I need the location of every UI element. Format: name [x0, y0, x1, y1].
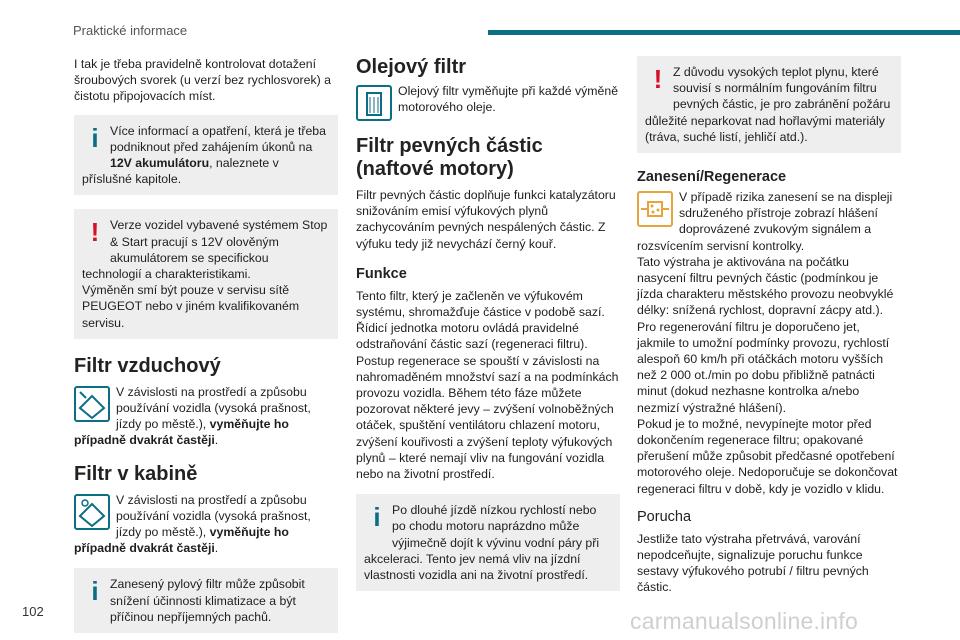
cabin-filter-section: V závislosti na prostředí a způsobu používání vozidla (vysoká prašnost, jízdy po městě.), vyměňujte ho případně dvakrát častěji. — [74, 492, 311, 556]
fault-heading: Porucha — [637, 508, 692, 525]
intro-paragraph: I tak je třeba pravidelně kontrolovat dotažení šroubových svorek (u verzí bez rychlosvorek) a čistotu připojovacích míst. — [74, 57, 331, 104]
air-filter-section: V závislosti na prostředí a způsobu používání vozidla (vysoká prašnost, jízdy po městě.), vyměňujte ho případně dvakrát častěji. — [74, 384, 311, 448]
cabin-filter-heading: Filtr v kabině — [74, 462, 198, 485]
info-note-water-vapour: i Po dlouhé jízdě nízkou rychlostí nebo po chodu motoru naprázdno může výjimečně dojít k vývinu vodní páry při akceleraci. Tento jev nemá vliv na jízdní vlastnosti vozidla ani na životní prostředí. — [356, 494, 620, 591]
oil-filter-heading: Olejový filtr — [356, 56, 467, 78]
info-icon: i — [373, 502, 381, 533]
clogging-heading: Zanesení/Regenerace — [637, 169, 787, 186]
fault-paragraph: Jestliže tato výstraha přetrvává, varování nepodceňujte, signalizuje poruchu funkce sestavy výfukového potrubí / filtru pevných částic. — [637, 531, 869, 595]
info-icon: i — [91, 576, 99, 607]
warning-note-fire: ! Z důvodu vysokých teplot plynu, které souvisí s normálním fungováním filtru pevných částic, je pro zabránění požáru důležité neparkovat nad hořlavými materiály (tráva, suché listí, jehličí atd.). — [637, 56, 901, 153]
oil-filter-icon — [356, 85, 392, 121]
air-filter-heading: Filtr vzduchový — [74, 354, 221, 377]
column-1 — [74, 56, 338, 633]
column-3 — [637, 56, 901, 596]
info-note-pollen: i Zanesený pylový filtr může způsobit snížení účinnosti klimatizace a být příčinou nepříjemných pachů. — [74, 568, 338, 633]
warning-icon: ! — [90, 217, 100, 248]
particle-filter-icon — [637, 191, 673, 227]
dpf-heading: Filtr pevných částic (naftové motory) — [356, 135, 543, 180]
filter-icon — [74, 494, 110, 530]
oil-filter-section: Olejový filtr vyměňujte při každé výměně motorového oleje. — [356, 83, 620, 121]
watermark: carmanualsonline.info — [630, 608, 858, 634]
info-icon: i — [91, 122, 99, 153]
page-header-title: Praktické informace — [73, 23, 188, 38]
warning-icon: ! — [653, 64, 663, 94]
column-2 — [356, 56, 620, 591]
dpf-paragraph: Filtr pevných částic doplňuje funkci katalyzátoru snižováním emisí výfukových plynů zachycováním pevných nespálených částic. Z výfuku tedy již nevychází černý kouř. — [356, 188, 616, 251]
filter-icon — [74, 386, 110, 422]
function-paragraph: Tento filtr, který je začleněn ve výfukovém systému, shromažďuje částice v podobě sazí. Řídicí jednotka motoru ovládá pravidelné odstraňování částic sazí (regeneraci filtru). Postup regenerace se spouští v závislosti na nahromaděném množství sazí a na podmínkách provozu vozidla. Během této fáze můžete pozorovat některé jevy – zvýšení volnoběžných otáček, spuštění ventilátoru chlazení motoru, zvýšení kouřivosti a zvýšení teploty výfukových plynů – které nemají vliv na fungování vozidla nebo na životní prostředí. — [356, 288, 619, 482]
page-number: 102 — [22, 604, 44, 619]
header-accent-bar — [488, 30, 960, 35]
info-note-battery: i Více informací a opatření, která je třeba podniknout před zahájením úkonů na 12V akumulátoru, naleznete v příslušné kapitole. — [74, 115, 338, 196]
clogging-section: V případě rizika zanesení se na displeji sdruženého přístroje zobrazí hlášení doprovázené zvukovým signálem a rozsvícením servisní kontrolky. Tato výstraha je aktivována na počátku nasycení filtru pevných částic (podmínkou je jízda charakteru městského provozu neobvyklé délky: snížená rychlost, dopravní zácpy atd.). Pro regenerování filtru je doporučeno jet, jakmile to umožní podmínky provozu, rychlostí alespoň 60 km/h při otáčkách motoru vyšších než 2 000 ot./min po dobu přibližně patnácti minut (dokud nezhasne kontrolka a/nebo nezmizí výstražné hlášení). Pokud je to možné, nevypínejte motor před dokončením regenerace filtru; opakované přerušení může způsobit předčasné opotřebení motorového oleje. Nedoporučuje se dokončovat regeneraci filtru v době, kdy je vozidlo v klidu. — [637, 190, 898, 496]
function-heading: Funkce — [356, 265, 407, 282]
warning-note-battery: ! Verze vozidel vybavené systémem Stop & Start pracují s 12V olověným akumulátorem se specifickou technologií a charakteristikami. Výměněn smí být pouze v servisu sítě PEUGEOT nebo v jiném kvalifikovaném servisu. — [74, 209, 338, 338]
